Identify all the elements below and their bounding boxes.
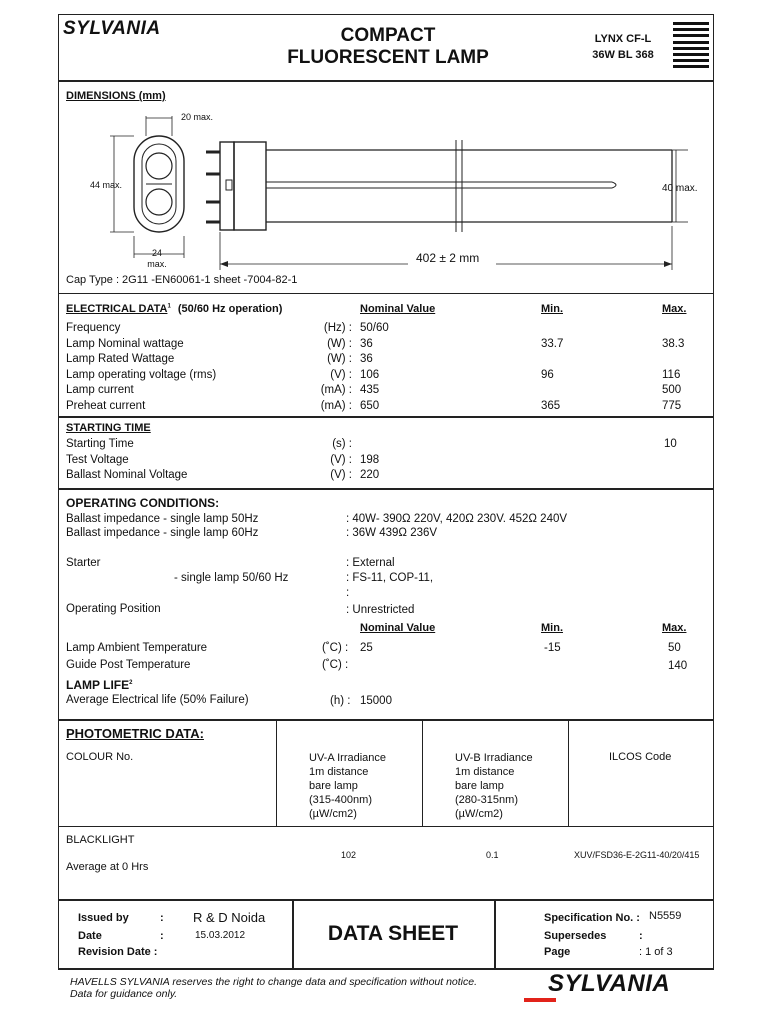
ilcos-label: ILCOS Code [609,751,672,763]
table-row-label: Ballast Nominal Voltage [66,469,188,481]
position-value: : Unrestricted [346,604,415,616]
cap-type: Cap Type : 2G11 -EN60061-1 sheet -7004-82-1 [66,274,298,286]
starter-sub-value: : FS-11, COP-11, [346,572,434,584]
guide-max: 140 [668,660,688,672]
brand-accent-bar [524,998,556,1002]
page-label: Page [544,946,571,958]
table-row-label: Frequency [66,322,121,334]
product-line-1: LYNX CF-L [594,33,652,45]
sylvania-logo-header: SYLVANIA [63,18,161,39]
length-dimension-label: 402 ± 2 mm [416,251,480,265]
product-code [582,31,664,63]
starter-value: : External [346,557,395,569]
table-row-nominal: 220 [360,469,380,481]
table-row-label: Lamp operating voltage (rms) [66,368,217,381]
sylvania-logo-footer: SYLVANIA [548,970,671,997]
ballast-50hz-label: Ballast impedance - single lamp 50Hz [66,513,259,525]
page-value: : 1 of 3 [639,946,673,958]
col-min-header: Min. [541,303,563,315]
ambient-label: Lamp Ambient Temperature [66,642,208,654]
ambient-nominal: 25 [360,642,373,654]
document-title [270,25,506,69]
life-value: 15000 [360,695,392,707]
divider-operating [58,719,714,721]
table-row-nominal: 36 [360,353,373,365]
op-col-nominal: Nominal Value [360,622,436,634]
spec-value: N5559 [649,910,682,922]
life-label: Average Electrical life (50% Failure) [66,694,249,706]
table-row-min: 33.7 [541,337,564,350]
table-row-nominal: 435 [360,384,380,396]
table-row-min: 365 [541,399,561,412]
supersedes-label: Supersedes [544,930,607,942]
table-row-max: 116 [662,368,681,381]
revision-label: Revision Date : [78,946,158,958]
divider-dimensions [58,293,714,294]
life-unit: (h) : [330,695,351,707]
position-label: Operating Position [66,603,161,615]
title-line-1: COMPACT [340,25,436,46]
table-row-unit: (W) : [327,353,352,365]
ambient-max: 50 [668,642,681,654]
table-row-max: 775 [662,399,682,412]
table-row-nominal: 50/60 [360,322,389,334]
uvb-value: 0.1 [486,850,499,860]
starting-heading: STARTING TIME [66,422,151,434]
ambient-min: -15 [544,642,561,654]
date-label: Date [78,930,102,942]
table-row-label: Preheat current [66,399,146,412]
op-col-max: Max. [662,622,687,634]
photometric-heading: PHOTOMETRIC DATA: [66,726,204,741]
stripe-logo-icon [673,22,709,72]
table-row-unit: (Hz) : [323,322,352,334]
colour-label: COLOUR No. [66,751,134,763]
tube-end-upper [146,153,172,179]
table-row-label: Lamp Nominal wattage [66,337,184,350]
table-row-label: Test Voltage [66,453,129,466]
table-row-unit: (V) : [330,368,352,381]
disclaimer: HAVELLS SYLVANIA reserves the right to change data and specification without notice. Data for guidance only. [70,976,478,1000]
divider-photometric-header [58,826,714,827]
uva-header: UV-A Irradiance 1m distance bare lamp (315-400nm) (µW/cm2) [309,752,387,820]
table-row-unit: (V) : [330,453,352,466]
height-dimension-label: 44 max. [90,180,123,190]
divider-electrical [58,416,714,418]
starter-label: Starter [66,557,101,569]
tube-end-lower [146,189,172,215]
product-line-2: 36W BL 368 [592,49,654,61]
colour-value: BLACKLIGHT [66,834,135,846]
ballast-60hz-label: Ballast impedance - single lamp 60Hz [66,527,259,539]
table-row-label: Starting Time [66,438,134,450]
table-row-label: Lamp current [66,384,134,396]
table-row-nominal: 650 [360,399,380,412]
table-row-unit: (s) : [332,438,352,450]
table-row-max: 10 [664,438,677,450]
ballast-50hz-value: : 40W- 390Ω 220V, 420Ω 230V. 452Ω 240V [346,513,568,525]
tube-dimension-label: 40 max. [662,183,698,194]
ambient-unit: (˚C) : [322,642,349,654]
col-max-header: Max. [662,303,687,315]
title-line-2: FLUORESCENT LAMP [287,47,489,68]
header-divider [58,80,714,82]
table-row-unit: (V) : [330,469,352,481]
width-dimension-label: 20 max. [181,112,214,122]
op-col-min: Min. [541,622,563,634]
average-label: Average at 0 Hrs [66,861,149,873]
spec-label: Specification No. : [544,912,640,924]
table-row-unit: (mA) : [320,384,352,396]
base-dimension-label: 24 max. [147,248,167,269]
starter-sub-label: - single lamp 50/60 Hz [174,572,289,584]
issued-value: R & D Noida [193,910,266,925]
table-row-max: 38.3 [662,337,685,350]
ilcos-value: XUV/FSD36-E-2G11-40/20/415 [574,850,700,860]
divider-footer-top [58,899,714,901]
uva-value: 102 [341,850,357,860]
table-row-label: Lamp Rated Wattage [66,353,175,365]
dimensions-heading: DIMENSIONS (mm) [66,90,166,102]
lamp-dimension-drawing [90,106,710,276]
electrical-heading: ELECTRICAL DATA$^1$ (50/60 Hz operation) [66,303,283,315]
uvb-header: UV-B Irradiance 1m distance bare lamp (280-315nm) (µW/cm2) [455,752,533,820]
blank-colon: : [346,587,350,599]
divider-starting [58,488,714,490]
ballast-60hz-value: : 36W 439Ω 236V [346,527,438,539]
date-value: 15.03.2012 [195,930,246,941]
base-body [234,142,266,230]
table-row-max: 500 [662,384,682,396]
issued-label: Issued by [78,912,129,924]
guide-label: Guide Post Temperature [66,659,191,671]
table-row-unit: (W) : [327,337,352,350]
life-heading: LAMP LIFE$^2$ [66,678,133,692]
col-nominal-header: Nominal Value [360,303,436,315]
table-row-min: 96 [541,368,554,381]
table-row-unit: (mA) : [320,399,352,412]
table-row-nominal: 198 [360,453,380,466]
data-sheet-title: DATA SHEET [327,922,459,945]
operating-heading: OPERATING CONDITIONS: [66,496,220,510]
table-row-nominal: 106 [360,368,380,381]
table-row-nominal: 36 [360,337,373,350]
guide-unit: (˚C) : [322,659,349,671]
